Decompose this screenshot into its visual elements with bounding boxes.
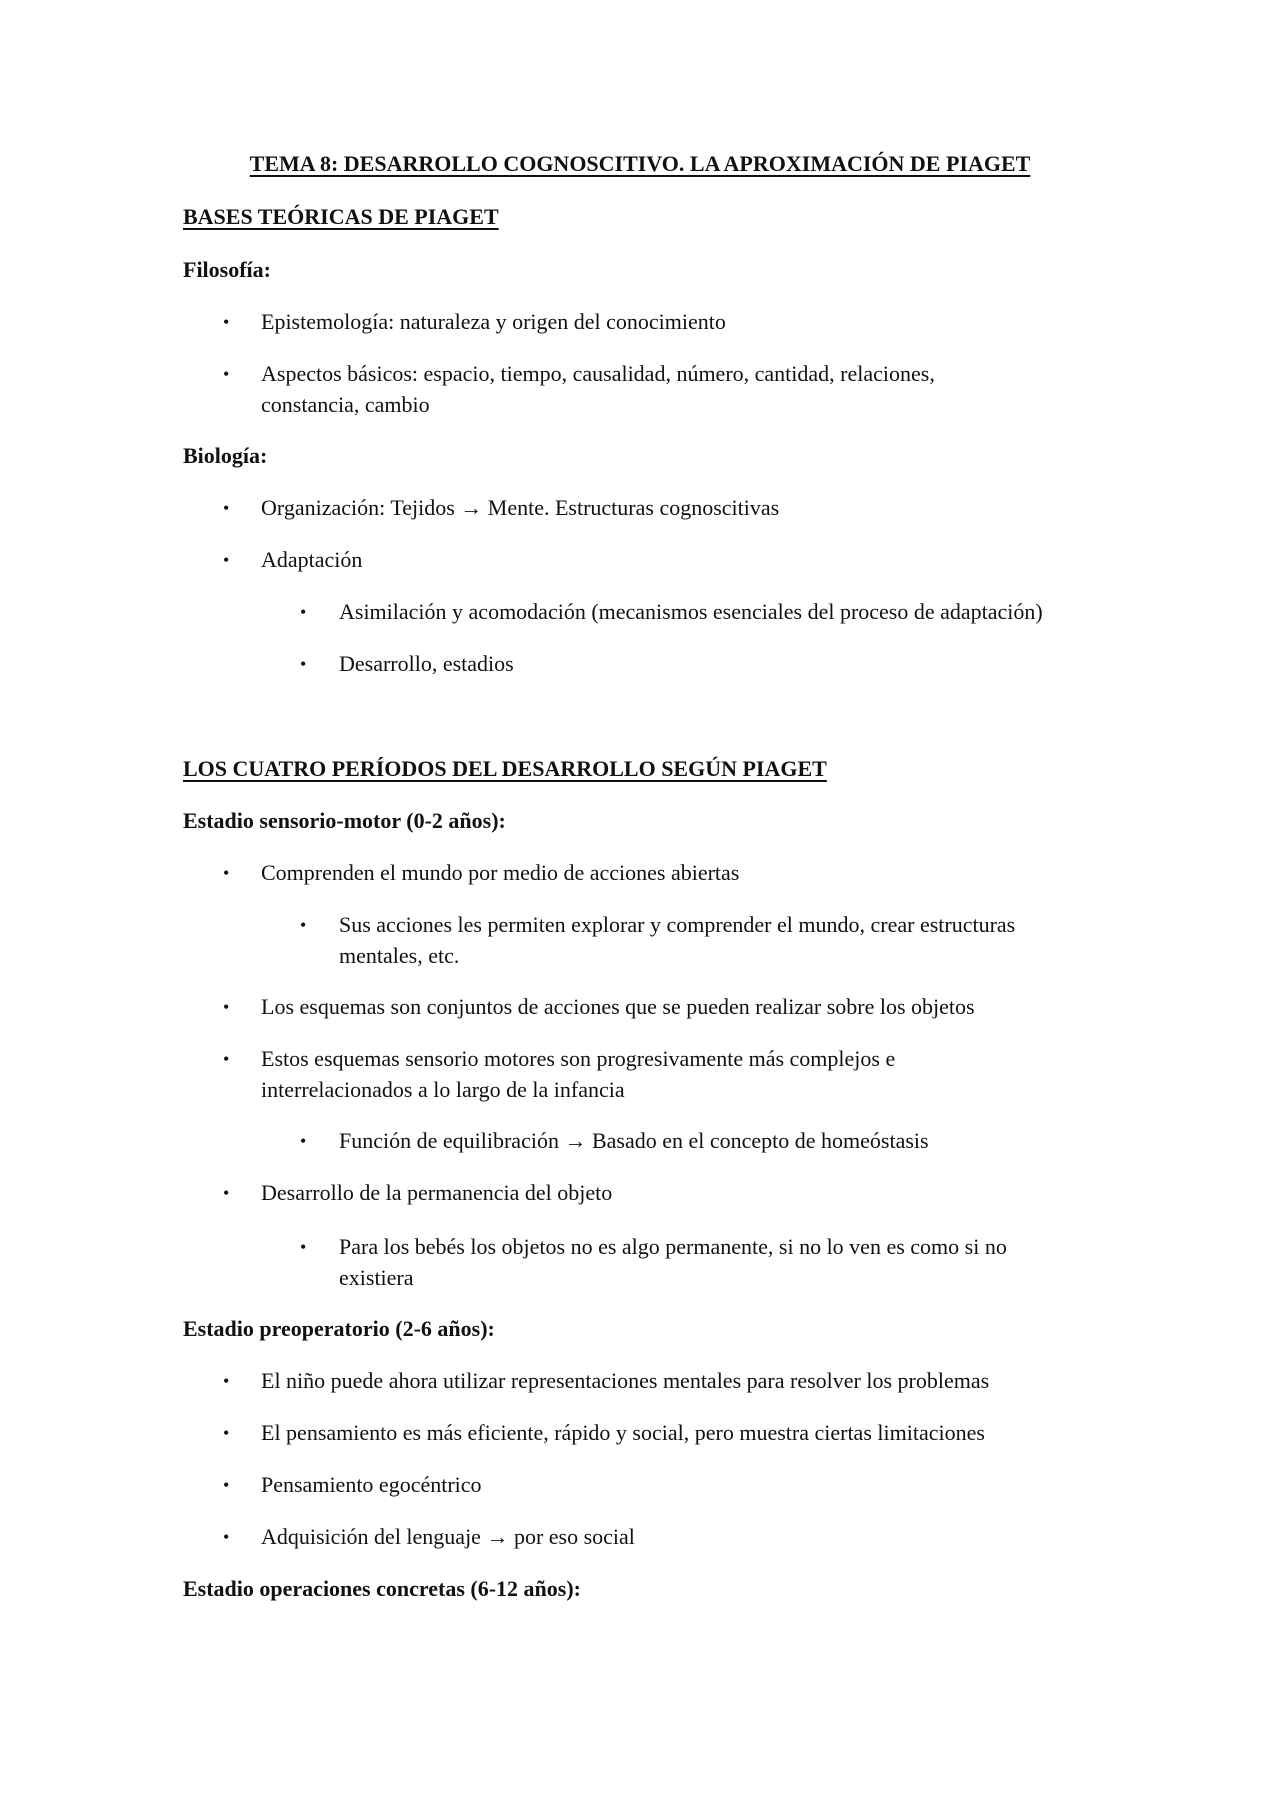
bullet-icon: •	[223, 550, 230, 570]
list-item-continuation: constancia, cambio	[261, 392, 430, 417]
bullet-icon: •	[223, 863, 230, 883]
bullet-icon: •	[223, 312, 230, 332]
list-item: Epistemología: naturaleza y origen del conocimiento	[261, 309, 726, 334]
list-item: Estos esquemas sensorio motores son progresivamente más complejos e	[261, 1046, 896, 1071]
page-title: TEMA 8: DESARROLLO COGNOSCITIVO. LA APROXIMACIÓN DE PIAGET	[249, 151, 1031, 176]
subheading-filosofia: Filosofía:	[183, 257, 271, 282]
list-item: Comprenden el mundo por medio de acciones abiertas	[261, 860, 740, 885]
bullet-icon: •	[223, 498, 230, 518]
sublist-item-continuation: mentales, etc.	[339, 943, 460, 968]
bullet-icon: •	[300, 915, 307, 935]
bullet-icon: •	[223, 1049, 230, 1069]
list-item: Adaptación	[261, 547, 363, 572]
bullet-icon: •	[223, 1475, 230, 1495]
list-item-continuation: interrelacionados a lo largo de la infancia	[261, 1077, 625, 1102]
section-heading-periodos: LOS CUATRO PERÍODOS DEL DESARROLLO SEGÚN PIAGET	[183, 756, 827, 781]
sublist-item: Sus acciones les permiten explorar y comprender el mundo, crear estructuras	[339, 912, 1016, 937]
sublist-item-continuation: existiera	[339, 1265, 414, 1290]
sublist-item: Asimilación y acomodación (mecanismos esenciales del proceso de adaptación)	[339, 599, 1043, 624]
list-item: El pensamiento es más eficiente, rápido y social, pero muestra ciertas limitaciones	[261, 1420, 985, 1445]
bullet-icon: •	[223, 1371, 230, 1391]
list-item: Aspectos básicos: espacio, tiempo, causalidad, número, cantidad, relaciones,	[261, 361, 935, 386]
bullet-icon: •	[300, 1131, 307, 1151]
list-item: Adquisición del lenguaje → por eso social	[261, 1524, 635, 1549]
subheading-sensoriomotor: Estadio sensorio-motor (0-2 años):	[183, 808, 506, 833]
list-item: El niño puede ahora utilizar representaciones mentales para resolver los problemas	[261, 1368, 990, 1393]
sublist-item: Para los bebés los objetos no es algo permanente, si no lo ven es como si no	[339, 1234, 1007, 1259]
bullet-icon: •	[223, 997, 230, 1017]
subheading-preoperatorio: Estadio preoperatorio (2-6 años):	[183, 1316, 495, 1341]
list-item: Organización: Tejidos → Mente. Estructuras cognoscitivas	[261, 495, 780, 520]
bullet-icon: •	[223, 1423, 230, 1443]
list-item: Los esquemas son conjuntos de acciones que se pueden realizar sobre los objetos	[261, 994, 975, 1019]
bullet-icon: •	[223, 364, 230, 384]
bullet-icon: •	[300, 1237, 307, 1257]
sublist-item: Función de equilibración → Basado en el concepto de homeóstasis	[339, 1128, 929, 1153]
bullet-icon: •	[223, 1183, 230, 1203]
sublist-item: Desarrollo, estadios	[339, 651, 514, 676]
list-item: Desarrollo de la permanencia del objeto	[261, 1180, 613, 1205]
bullet-icon: •	[300, 654, 307, 674]
bullet-icon: •	[300, 602, 307, 622]
subheading-biologia: Biología:	[183, 443, 268, 468]
subheading-concretas: Estadio operaciones concretas (6-12 años):	[183, 1576, 581, 1601]
bullet-icon: •	[223, 1527, 230, 1547]
section-heading-bases: BASES TEÓRICAS DE PIAGET	[183, 204, 499, 229]
list-item: Pensamiento egocéntrico	[261, 1472, 482, 1497]
